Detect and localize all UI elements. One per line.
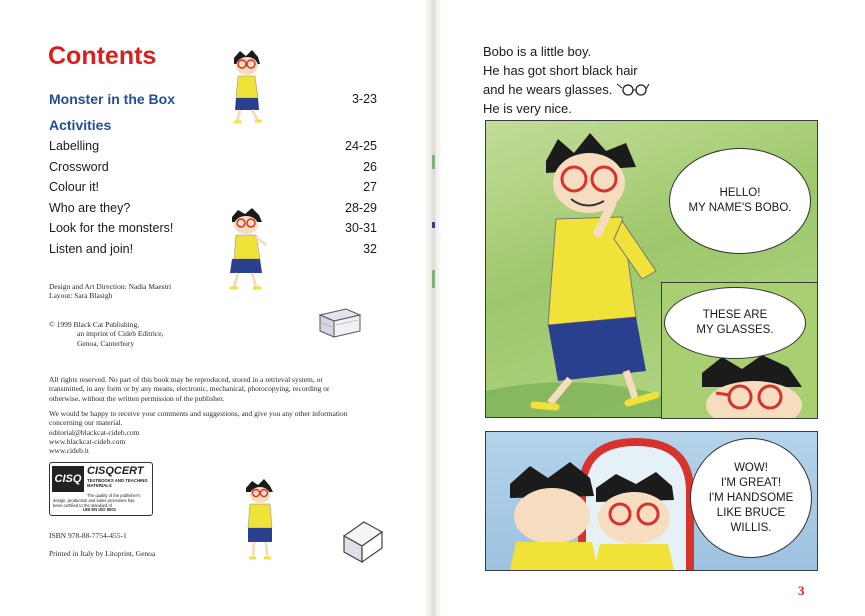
speech-bubble-hello: HELLO! MY NAME'S BOBO.: [669, 148, 811, 254]
cert-line: been certified to the standard of: [53, 502, 112, 508]
publisher-info: [49, 320, 163, 348]
contact-line: www.blackcat-cideb.com: [49, 436, 126, 446]
toc-item-pages: 30-31: [345, 221, 377, 235]
page-number: 3: [798, 583, 805, 598]
toc-item: [49, 201, 377, 217]
contact-line: concerning our material.: [49, 418, 123, 428]
credit-line: Design and Art Direction: Nadia Maestri: [49, 282, 172, 291]
comic-panel-2: [661, 282, 818, 419]
toc-item-title: Who are they?: [49, 201, 131, 215]
rights-line: All rights reserved. No part of this book may be reproduced, stored in a retrieval system, or: [49, 375, 323, 384]
cert-line: The quality of the publisher's: [87, 493, 141, 498]
story-line: and he wears glasses.: [483, 82, 613, 97]
open-box-illustration: [336, 516, 388, 564]
rights-notice: [49, 375, 389, 403]
glasses-doodle-icon: [616, 81, 650, 97]
cert-standard: UNI EN ISO 9001: [83, 507, 117, 513]
cisq-logo-left: CISQ: [52, 466, 84, 492]
story-line-with-icon: [483, 80, 650, 99]
publisher-line: Genoa, Canterbury: [77, 338, 135, 348]
toc-item-pages: 28-29: [345, 201, 377, 215]
activities-heading: Activities: [49, 117, 112, 133]
toc-item-pages: 24-25: [345, 139, 377, 153]
toc-item: [49, 180, 377, 196]
contact-line: www.cideb.it: [49, 446, 89, 456]
toc-item-pages: 26: [363, 160, 377, 174]
toc-item-title: Look for the monsters!: [49, 221, 174, 235]
toc-item-pages: 32: [363, 242, 377, 256]
toc-item: [49, 242, 377, 258]
comic-panel-3: [485, 431, 818, 571]
left-page: [0, 0, 432, 616]
toc-item: [49, 139, 377, 155]
toc-item-title: Colour it!: [49, 180, 100, 194]
contents-title: Contents: [48, 42, 157, 70]
rights-line: transmitted, in any form or by any means, electronic, mechanical, photocopying, recording or: [49, 384, 330, 394]
bobo-illustration: [222, 48, 270, 128]
toc-main-pages: 3-23: [351, 92, 377, 106]
contact-line: editorial@blackcat-cideb.com: [49, 427, 140, 437]
isbn: ISBN 978-88-7754-455-1: [49, 531, 127, 540]
cert-text: [53, 494, 149, 513]
cisq-cert-logo: [49, 462, 153, 516]
contact-line: We would be happy to receive your comments and suggestions, and give you any other information: [49, 409, 348, 418]
story-line: He is very nice.: [483, 101, 572, 116]
cert-line: design, production and sales processes has: [53, 497, 135, 503]
toc-item-title: Crossword: [49, 160, 109, 174]
toc-item-title: Listen and join!: [49, 242, 134, 256]
bobo-illustration: [222, 207, 272, 295]
story-line: Bobo is a little boy.: [483, 44, 592, 59]
rights-line: otherwise, without the written permission of the publisher.: [49, 393, 225, 403]
open-box-illustration: [316, 301, 364, 341]
bobo-illustration: [240, 478, 278, 564]
toc-item: [49, 160, 377, 176]
credit-line: Layout: Sara Blasigh: [49, 291, 113, 301]
speech-bubble-wow: WOW! I'M GREAT! I'M HANDSOME LIKE BRUCE WILLIS.: [690, 438, 812, 558]
printed-by: Printed in Italy by Litoprint, Genoa: [49, 549, 156, 558]
story-line: He has got short black hair: [483, 63, 638, 78]
contact-info: [49, 409, 409, 455]
toc-main-title: Monster in the Box: [49, 91, 176, 107]
story-text: [483, 42, 650, 118]
toc-item: [49, 221, 377, 237]
toc-item-pages: 27: [363, 180, 377, 194]
credits: [49, 282, 171, 301]
publisher-line: an imprint of Cideb Editrice,: [77, 329, 164, 339]
speech-bubble-glasses: THESE ARE MY GLASSES.: [664, 287, 806, 359]
toc-item-title: Labelling: [49, 139, 100, 153]
toc-main-entry: [49, 91, 377, 109]
publisher-line: © 1999 Black Cat Publishing,: [49, 320, 140, 329]
cisq-logo-right: CISQCERT: [87, 465, 144, 477]
cert-heading: TEXTBOOKS AND TEACHING MATERIALS: [87, 478, 148, 488]
